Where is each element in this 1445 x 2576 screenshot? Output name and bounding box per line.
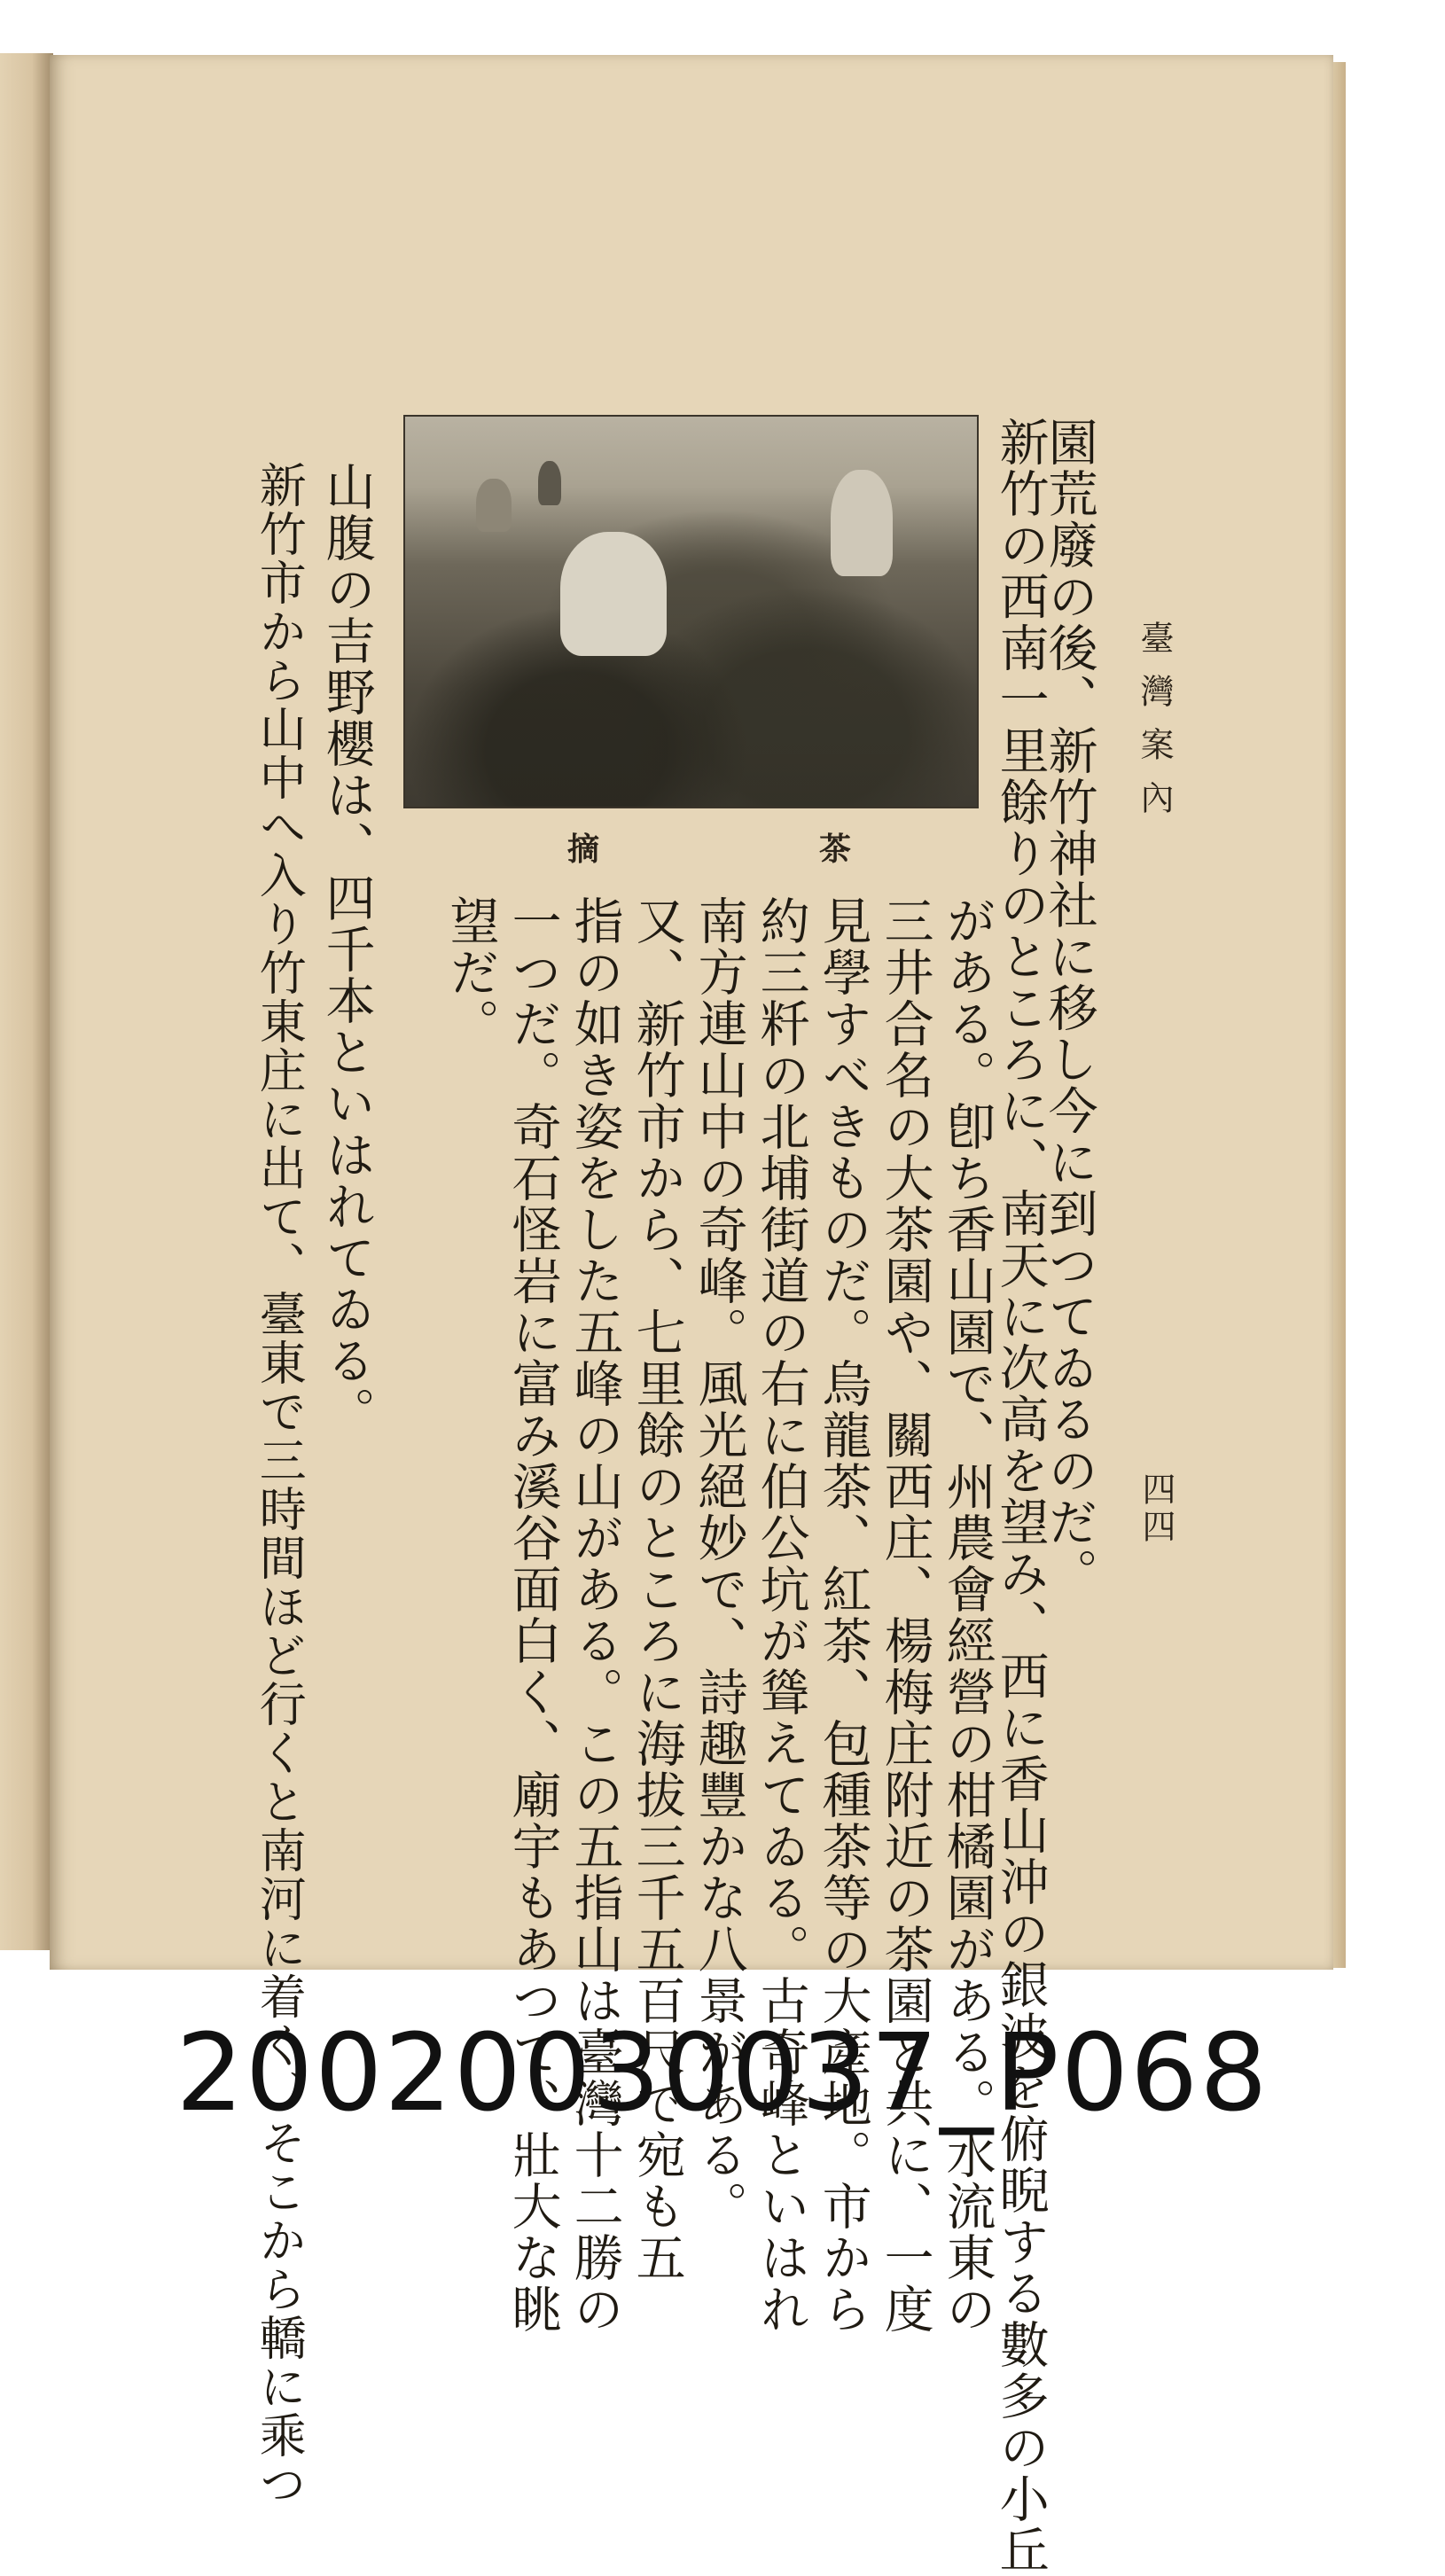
worker-figure [538, 461, 561, 505]
worker-figure [560, 532, 667, 656]
text-column: 新竹市から山中へ入り竹東庄に出て、臺東で三時間ほど行くと南河に着く、そこから轎に乘つ [252, 461, 307, 2509]
text-column: 又、新竹市から、七里餘のところに海拔三千五百尺で宛も五 [628, 895, 686, 2283]
text-column: 園荒廢の後、新竹神社に移し今に到つてゐるのだ。 [1040, 417, 1098, 1599]
text-column: 指の如き姿をした五峰の山がある。この五指山は臺灣十二勝の [566, 895, 624, 2335]
text-column: がある。卽ち香山園で、州農會經營の柑橘園がある。水流東の [938, 895, 996, 2335]
photo-caption [567, 824, 851, 869]
text-column: 南方連山中の奇峰。風光絕妙で、詩趣豐かな八景がある。 [690, 895, 748, 2232]
text-column: 一つだ。奇石怪岩に富み溪谷面白く、廟宇もあつて、壯大な眺 [504, 895, 562, 2335]
page-number: 四四 [1136, 1471, 1176, 1546]
caption-char: 摘 [567, 831, 600, 868]
left-page-edge [0, 53, 53, 1950]
worker-figure [476, 479, 512, 532]
text-column: 約三粁の北埔街道の右に伯公坑が聳えてゐる。古奇峰といはれ [752, 895, 810, 2335]
caption-char: 茶 [818, 831, 851, 868]
document-id: 20020030037_P068 [176, 2012, 1269, 2135]
tea-picking-photo [403, 415, 979, 808]
worker-figure [831, 470, 893, 576]
page-edge-right [1333, 62, 1346, 1968]
text-column: 三井合名の大茶園や、關西庄、楊梅庄附近の茶園と共に、一度 [876, 895, 934, 2335]
text-column: 見學すべきものだ。烏龍茶、紅茶、包種茶等の大產地。市から [814, 895, 872, 2335]
running-title: 臺灣案內 [1135, 621, 1174, 833]
text-column: 新竹の西南一里餘りのところに、南天に次高を望み、西に香山沖の銀波を俯睨する數多の小丘 [991, 417, 1050, 2576]
text-column: 山腹の吉野櫻は、四千本といはれてゐる。 [317, 461, 376, 1438]
text-column: 望だ。 [441, 895, 500, 1050]
